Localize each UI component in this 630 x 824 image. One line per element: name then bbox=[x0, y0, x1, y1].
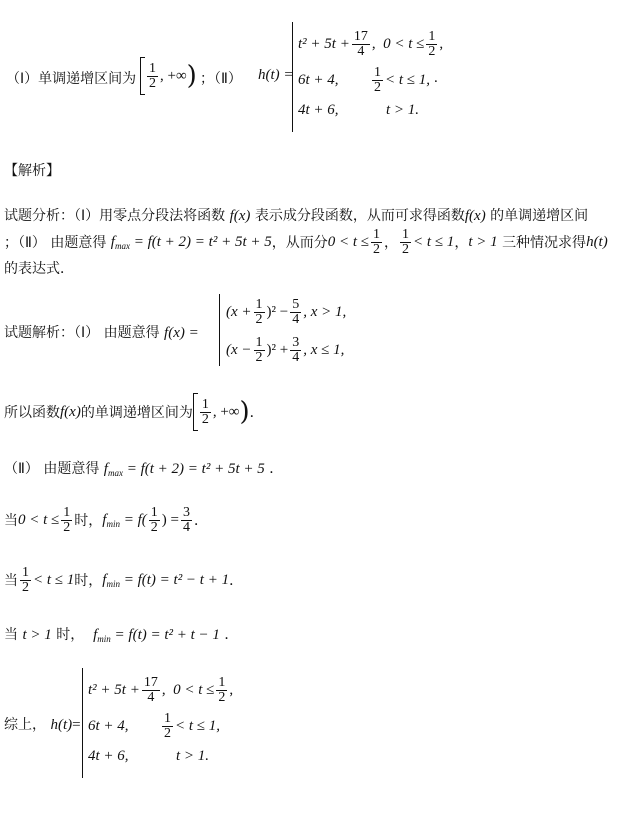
analysis-heading: 【解析】 bbox=[4, 163, 60, 179]
summary-case-3: 4t + 6, t > 1. bbox=[88, 748, 210, 764]
answer-period: . bbox=[434, 70, 438, 86]
solution-fx-case-1: (x + $\frac{1}{2}$ )² − $\frac{5}{4}$ , x > 1, bbox=[226, 296, 347, 327]
solution-fx-case-2: (x − $\frac{1}{2}$ )² + $\frac{3}{4}$ , x ≤ 1, bbox=[226, 334, 345, 365]
answer-piecewise-brace bbox=[292, 22, 293, 132]
solution-case-3: 当 t > 1 时， $f_{min} = f(t) = t^2 + t - 1$ ． bbox=[4, 627, 239, 644]
analysis-line-2: ；（Ⅱ） 由题意得 $f_{max} = f(t + 2) = t^2 + 5t + 5$ ，从而分 0 < t ≤ $\frac{1}{2}$ ， $\frac{1}{2}$ < t ≤ 1 ， t > 1 三种情况求得 h(t) bbox=[4, 226, 608, 257]
answer-case-1: t² + 5t + $\frac{17}{4}$ , 0 < t ≤ $\frac{1}{2}$ , bbox=[298, 28, 444, 59]
answer-part1-label: （Ⅰ）单调递增区间为 bbox=[6, 71, 137, 87]
solution-case-1: 当 0 < t ≤ $\frac{1}{2}$ 时， $f_{min} = f$( $\frac{1}{2}$ ) = $\frac{3}{4}$ ． bbox=[4, 504, 208, 535]
answer-case-2: 6t + 4, $\frac{1}{2}$ < t ≤ 1, bbox=[298, 64, 431, 95]
summary-case-1: t² + 5t + $\frac{17}{4}$ , 0 < t ≤ $\frac{1}{2}$ , bbox=[88, 674, 234, 705]
answer-h-of-t: h(t) = bbox=[258, 67, 294, 83]
solution-part1-label: 试题解析：（Ⅰ） 由题意得 f(x) = bbox=[4, 325, 199, 341]
summary-label: 综上， h(t)= bbox=[4, 717, 81, 733]
summary-piecewise-brace bbox=[82, 668, 83, 778]
interval-left-bracket bbox=[140, 57, 145, 95]
analysis-line-3: 的表达式． bbox=[4, 261, 74, 277]
answer-interval: $\frac{1}{2}$ , +∞ ) bbox=[140, 56, 197, 96]
solution-increasing-interval: 所以函数 f(x) 的单调递增区间为 $\frac{1}{2}$ , +∞ ) ． bbox=[4, 392, 264, 432]
solution-case-2: 当 $\frac{1}{2}$ < t ≤ 1 时， $f_{min} = f(t) = t^2 - t + 1$ ． bbox=[4, 564, 244, 595]
answer-case-3: 4t + 6, t > 1. bbox=[298, 102, 420, 118]
fraction-half: $\frac{1}{2}$ bbox=[149, 60, 156, 91]
answer-part2-label: ；（Ⅱ） bbox=[200, 71, 242, 87]
solution-part2-line: （Ⅱ） 由题意得 $f_{max} = f(t + 2) = t^2 + 5t + 5$ ． bbox=[4, 461, 284, 478]
summary-case-2: 6t + 4, $\frac{1}{2}$ < t ≤ 1, bbox=[88, 710, 221, 741]
analysis-line-1: 试题分析：（Ⅰ）用零点分段法将函数 f(x) 表示成分段函数，从而可求得函数f(x) 的单调递增区间 bbox=[4, 208, 589, 224]
solution-fx-brace bbox=[219, 294, 220, 366]
